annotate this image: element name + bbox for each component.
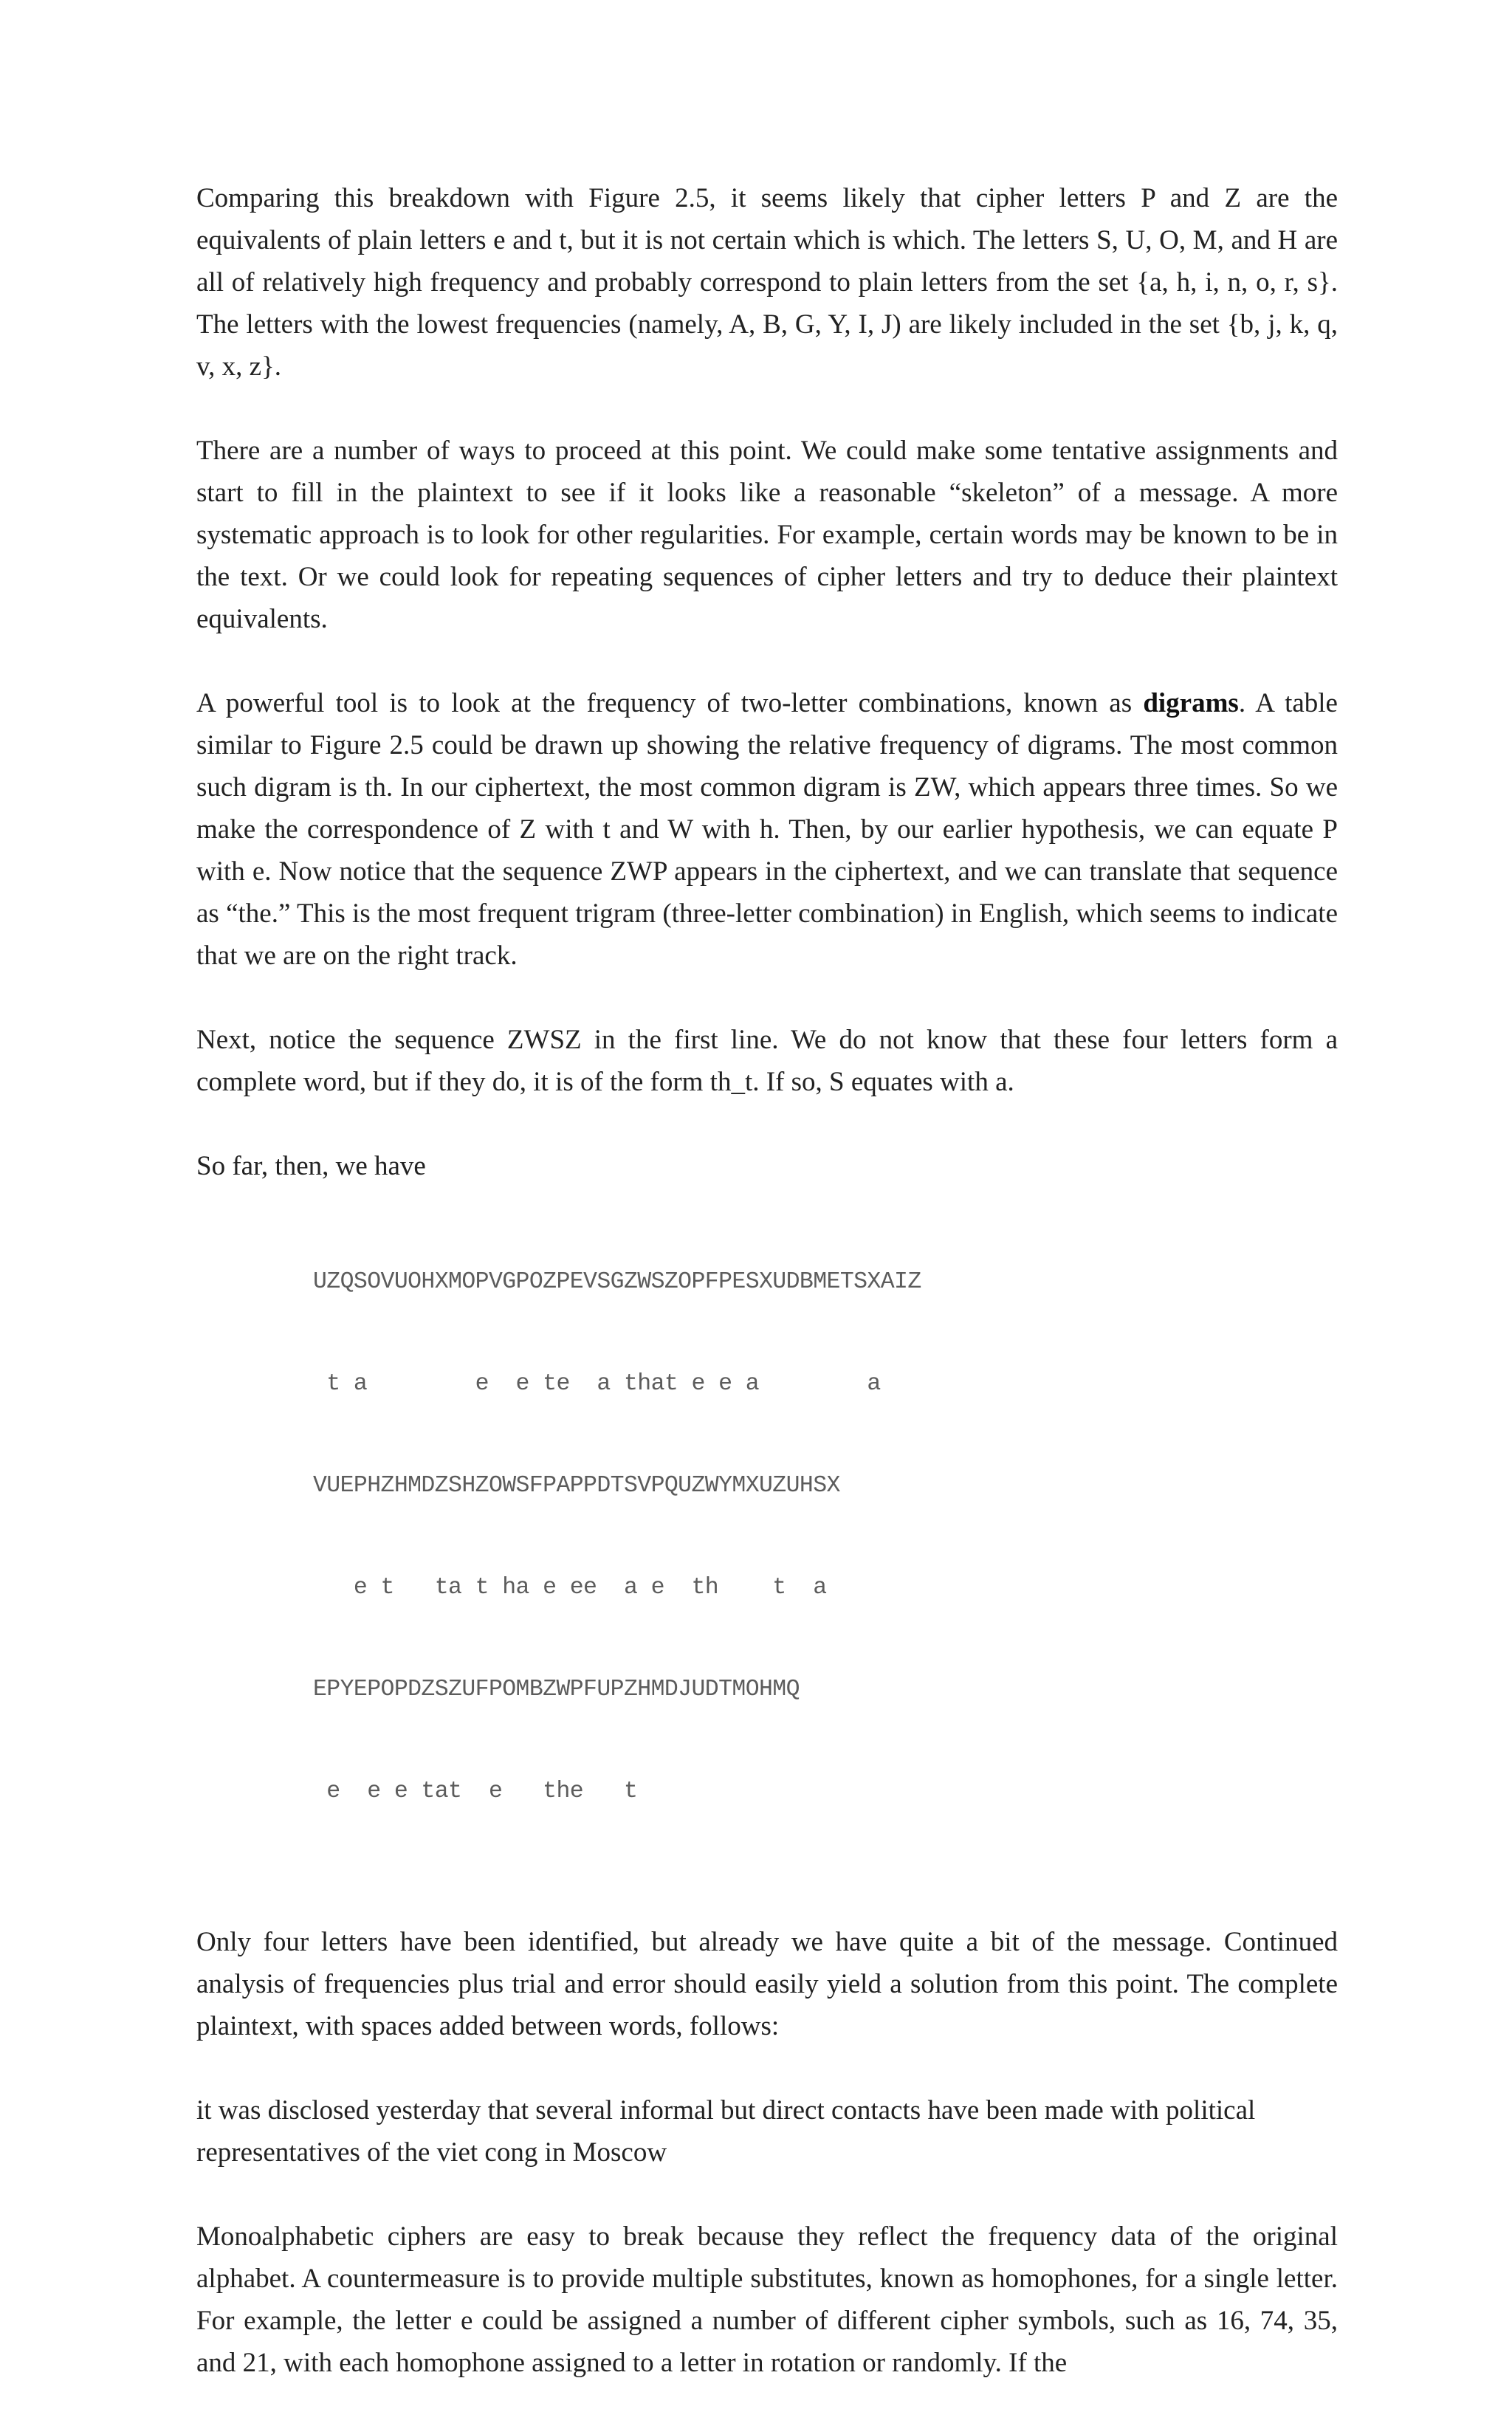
- ciphertext-line-2: VUEPHZHMDZSHZOWSFPAPPDTSVPQUZWYMXUZUHSX: [313, 1473, 840, 1499]
- paragraph-four-letters: Only four letters have been identified, but already we have quite a bit of the message. Continued analysis of frequencies plus trial and error should easily yield a solution from this point. The complete plaintext, with spaces added between words, follows:: [196, 1927, 1338, 2041]
- ciphertext-line-1: UZQSOVUOHXMOPVGPOZPEVSGZWSZOPFPESXUDBMETSXAIZ: [313, 1269, 921, 1295]
- plaintext-line-1: t a e e te a that e e a a: [313, 1371, 881, 1397]
- paragraph-plaintext-solution: it was disclosed yesterday that several informal but direct contacts have been made with political representatives of the viet cong in Moscow: [196, 2095, 1256, 2168]
- paragraph-frequency-analysis: Comparing this breakdown with Figure 2.5, it seems likely that cipher letters P and Z are the equivalents of plain letters e and t, but it is not certain which is which. The letters S, U, O, M, and H are all of relatively high frequency and probably correspond to plain letters from the set {a, h, i, n, o, r, s}. The letters with the lowest frequencies (namely, A, B, G, Y, I, J) are likely included in the set {b, j, k, q, v, x, z}.: [196, 183, 1338, 382]
- digrams-text-before: A powerful tool is to look at the frequency of two-letter combinations, known as: [196, 688, 1144, 718]
- digrams-text-after: . A table similar to Figure 2.5 could be drawn up showing the relative frequency of digrams. The most common such digram is th. In our ciphertext, the most common digram is ZW, which appears three times. So we make the correspondence of Z with t and W with h. Then, by our earlier hypothesis, we can equate P with e. Now notice that the sequence ZWP appears in the ciphertext, and we can translate that sequence as “the.” This is the most frequent trigram (three-letter combination) in English, which seems to indicate that we are on the right track.: [196, 688, 1338, 971]
- ciphertext-figure: [313, 1197, 1338, 1877]
- plaintext-line-3: e e e tat e the t: [313, 1779, 638, 1804]
- paragraph-zwsz: Next, notice the sequence ZWSZ in the first line. We do not know that these four letters form a complete word, but if they do, it is of the form th_t. If so, S equates with a.: [196, 1025, 1338, 1097]
- paragraph-so-far: So far, then, we have: [196, 1151, 426, 1181]
- paragraph-approaches: There are a number of ways to proceed at this point. We could make some tentative assignments and start to fill in the plaintext to see if it looks like a reasonable “skeleton” of a message. A more systematic approach is to look for other regularities. For example, certain words may be known to be in the text. Or we could look for repeating sequences of cipher letters and try to deduce their plaintext equivalents.: [196, 436, 1338, 634]
- paragraph-digrams: [196, 682, 1338, 977]
- paragraph-homophones: Monoalphabetic ciphers are easy to break because they reflect the frequency data of the original alphabet. A countermeasure is to provide multiple substitutes, known as homophones, for a single letter. For example, the letter e could be assigned a number of different cipher symbols, such as 16, 74, 35, and 21, with each homophone assigned to a letter in rotation or randomly. If the: [196, 2221, 1338, 2378]
- ciphertext-line-3: EPYEPOPDZSZUFPOMBZWPFUPZHMDJUDTMOHMQ: [313, 1677, 800, 1702]
- digrams-term: digrams: [1143, 688, 1239, 718]
- plaintext-line-2: e t ta t ha e ee a e th t a: [313, 1575, 827, 1601]
- document-page: [196, 177, 1338, 2426]
